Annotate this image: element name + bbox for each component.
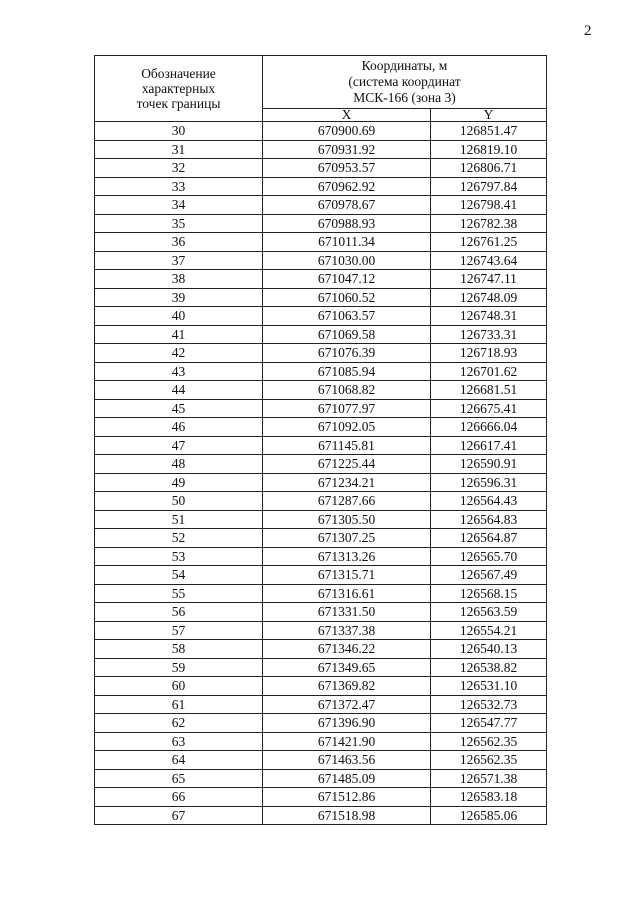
y-coordinate-cell: 126531.10 xyxy=(431,677,547,696)
y-coordinate-cell: 126538.82 xyxy=(431,658,547,677)
x-coordinate-cell: 670962.92 xyxy=(263,177,431,196)
point-cell: 59 xyxy=(95,658,263,677)
table-row xyxy=(95,288,547,307)
y-coordinate-cell: 126748.31 xyxy=(431,307,547,326)
x-coordinate-cell: 671316.61 xyxy=(263,584,431,603)
point-cell: 42 xyxy=(95,344,263,363)
x-coordinate-cell: 671372.47 xyxy=(263,695,431,714)
x-coordinate-cell: 671234.21 xyxy=(263,473,431,492)
table-row xyxy=(95,529,547,548)
y-coordinate-cell: 126743.64 xyxy=(431,251,547,270)
y-coordinate-cell: 126761.25 xyxy=(431,233,547,252)
y-coordinate-cell: 126681.51 xyxy=(431,381,547,400)
y-coordinate-cell: 126562.35 xyxy=(431,751,547,770)
x-coordinate-cell: 671463.56 xyxy=(263,751,431,770)
x-coordinate-cell: 671337.38 xyxy=(263,621,431,640)
y-coordinate-cell: 126798.41 xyxy=(431,196,547,215)
point-cell: 49 xyxy=(95,473,263,492)
table-row xyxy=(95,122,547,141)
table-row xyxy=(95,788,547,807)
x-coordinate-cell: 671063.57 xyxy=(263,307,431,326)
table-row xyxy=(95,344,547,363)
y-coordinate-cell: 126733.31 xyxy=(431,325,547,344)
x-coordinate-cell: 671225.44 xyxy=(263,455,431,474)
table-row xyxy=(95,492,547,511)
table-row xyxy=(95,658,547,677)
table-row xyxy=(95,769,547,788)
x-coordinate-cell: 671369.82 xyxy=(263,677,431,696)
point-cell: 36 xyxy=(95,233,263,252)
x-column-header: X xyxy=(263,109,431,122)
y-coordinate-cell: 126585.06 xyxy=(431,806,547,825)
point-cell: 43 xyxy=(95,362,263,381)
y-coordinate-cell: 126532.73 xyxy=(431,695,547,714)
x-coordinate-cell: 671349.65 xyxy=(263,658,431,677)
coordinates-column-header: Координаты, м (система координат МСК-166 (зона 3) xyxy=(263,56,547,109)
table-row xyxy=(95,455,547,474)
point-cell: 57 xyxy=(95,621,263,640)
point-cell: 39 xyxy=(95,288,263,307)
x-coordinate-cell: 671145.81 xyxy=(263,436,431,455)
point-cell: 31 xyxy=(95,140,263,159)
table-row xyxy=(95,251,547,270)
y-coordinate-cell: 126819.10 xyxy=(431,140,547,159)
table-row xyxy=(95,436,547,455)
y-coordinate-cell: 126562.35 xyxy=(431,732,547,751)
x-coordinate-cell: 670978.67 xyxy=(263,196,431,215)
table-row xyxy=(95,603,547,622)
table-row xyxy=(95,566,547,585)
point-cell: 58 xyxy=(95,640,263,659)
y-coordinate-cell: 126590.91 xyxy=(431,455,547,474)
table-row xyxy=(95,547,547,566)
x-coordinate-cell: 671068.82 xyxy=(263,381,431,400)
x-coordinate-cell: 671346.22 xyxy=(263,640,431,659)
y-coordinate-cell: 126851.47 xyxy=(431,122,547,141)
x-coordinate-cell: 671396.90 xyxy=(263,714,431,733)
x-coordinate-cell: 671307.25 xyxy=(263,529,431,548)
point-cell: 30 xyxy=(95,122,263,141)
table-row xyxy=(95,584,547,603)
y-coordinate-cell: 126547.77 xyxy=(431,714,547,733)
table-row xyxy=(95,677,547,696)
x-coordinate-cell: 671305.50 xyxy=(263,510,431,529)
table-row xyxy=(95,510,547,529)
point-cell: 51 xyxy=(95,510,263,529)
table-row xyxy=(95,140,547,159)
point-cell: 56 xyxy=(95,603,263,622)
table-row xyxy=(95,473,547,492)
y-coordinate-cell: 126571.38 xyxy=(431,769,547,788)
table-row xyxy=(95,732,547,751)
point-cell: 46 xyxy=(95,418,263,437)
y-column-header: Y xyxy=(431,109,547,122)
x-coordinate-cell: 671076.39 xyxy=(263,344,431,363)
table-row xyxy=(95,270,547,289)
point-cell: 63 xyxy=(95,732,263,751)
x-coordinate-cell: 671069.58 xyxy=(263,325,431,344)
x-coordinate-cell: 671485.09 xyxy=(263,769,431,788)
x-coordinate-cell: 671512.86 xyxy=(263,788,431,807)
x-coordinate-cell: 670988.93 xyxy=(263,214,431,233)
point-cell: 40 xyxy=(95,307,263,326)
point-cell: 65 xyxy=(95,769,263,788)
coordinates-table xyxy=(94,55,547,825)
table-row xyxy=(95,307,547,326)
point-cell: 32 xyxy=(95,159,263,178)
x-coordinate-cell: 671085.94 xyxy=(263,362,431,381)
point-cell: 64 xyxy=(95,751,263,770)
y-coordinate-cell: 126540.13 xyxy=(431,640,547,659)
y-coordinate-cell: 126782.38 xyxy=(431,214,547,233)
point-cell: 37 xyxy=(95,251,263,270)
x-coordinate-cell: 670931.92 xyxy=(263,140,431,159)
y-coordinate-cell: 126583.18 xyxy=(431,788,547,807)
point-cell: 35 xyxy=(95,214,263,233)
y-coordinate-cell: 126563.59 xyxy=(431,603,547,622)
point-cell: 61 xyxy=(95,695,263,714)
y-coordinate-cell: 126666.04 xyxy=(431,418,547,437)
y-coordinate-cell: 126617.41 xyxy=(431,436,547,455)
y-coordinate-cell: 126748.09 xyxy=(431,288,547,307)
table-row xyxy=(95,362,547,381)
table-row xyxy=(95,233,547,252)
x-coordinate-cell: 670900.69 xyxy=(263,122,431,141)
x-coordinate-cell: 671421.90 xyxy=(263,732,431,751)
x-coordinate-cell: 671313.26 xyxy=(263,547,431,566)
y-coordinate-cell: 126747.11 xyxy=(431,270,547,289)
y-coordinate-cell: 126564.87 xyxy=(431,529,547,548)
table-row xyxy=(95,177,547,196)
table-row xyxy=(95,399,547,418)
y-coordinate-cell: 126701.62 xyxy=(431,362,547,381)
table-row xyxy=(95,751,547,770)
x-coordinate-cell: 671315.71 xyxy=(263,566,431,585)
x-coordinate-cell: 671047.12 xyxy=(263,270,431,289)
table-row xyxy=(95,381,547,400)
point-cell: 67 xyxy=(95,806,263,825)
table-row xyxy=(95,806,547,825)
x-coordinate-cell: 670953.57 xyxy=(263,159,431,178)
y-coordinate-cell: 126564.43 xyxy=(431,492,547,511)
x-coordinate-cell: 671331.50 xyxy=(263,603,431,622)
x-coordinate-cell: 671092.05 xyxy=(263,418,431,437)
y-coordinate-cell: 126806.71 xyxy=(431,159,547,178)
y-coordinate-cell: 126797.84 xyxy=(431,177,547,196)
point-cell: 66 xyxy=(95,788,263,807)
point-cell: 41 xyxy=(95,325,263,344)
point-cell: 52 xyxy=(95,529,263,548)
point-column-header: Обозначение характерных точек границы xyxy=(95,56,263,122)
y-coordinate-cell: 126596.31 xyxy=(431,473,547,492)
page-number: 2 xyxy=(584,23,592,39)
y-coordinate-cell: 126567.49 xyxy=(431,566,547,585)
point-cell: 50 xyxy=(95,492,263,511)
table-row xyxy=(95,695,547,714)
point-cell: 54 xyxy=(95,566,263,585)
x-coordinate-cell: 671077.97 xyxy=(263,399,431,418)
table-row xyxy=(95,621,547,640)
table-row xyxy=(95,325,547,344)
x-coordinate-cell: 671287.66 xyxy=(263,492,431,511)
table-row xyxy=(95,418,547,437)
y-coordinate-cell: 126554.21 xyxy=(431,621,547,640)
table-row xyxy=(95,196,547,215)
point-cell: 45 xyxy=(95,399,263,418)
point-cell: 62 xyxy=(95,714,263,733)
point-cell: 33 xyxy=(95,177,263,196)
y-coordinate-cell: 126675.41 xyxy=(431,399,547,418)
point-cell: 44 xyxy=(95,381,263,400)
table-row xyxy=(95,714,547,733)
point-cell: 53 xyxy=(95,547,263,566)
point-cell: 47 xyxy=(95,436,263,455)
point-cell: 48 xyxy=(95,455,263,474)
x-coordinate-cell: 671060.52 xyxy=(263,288,431,307)
point-cell: 55 xyxy=(95,584,263,603)
x-coordinate-cell: 671011.34 xyxy=(263,233,431,252)
y-coordinate-cell: 126568.15 xyxy=(431,584,547,603)
y-coordinate-cell: 126565.70 xyxy=(431,547,547,566)
point-cell: 34 xyxy=(95,196,263,215)
table-row xyxy=(95,159,547,178)
table-row xyxy=(95,214,547,233)
x-coordinate-cell: 671030.00 xyxy=(263,251,431,270)
y-coordinate-cell: 126564.83 xyxy=(431,510,547,529)
x-coordinate-cell: 671518.98 xyxy=(263,806,431,825)
point-cell: 38 xyxy=(95,270,263,289)
table-row xyxy=(95,640,547,659)
y-coordinate-cell: 126718.93 xyxy=(431,344,547,363)
point-cell: 60 xyxy=(95,677,263,696)
